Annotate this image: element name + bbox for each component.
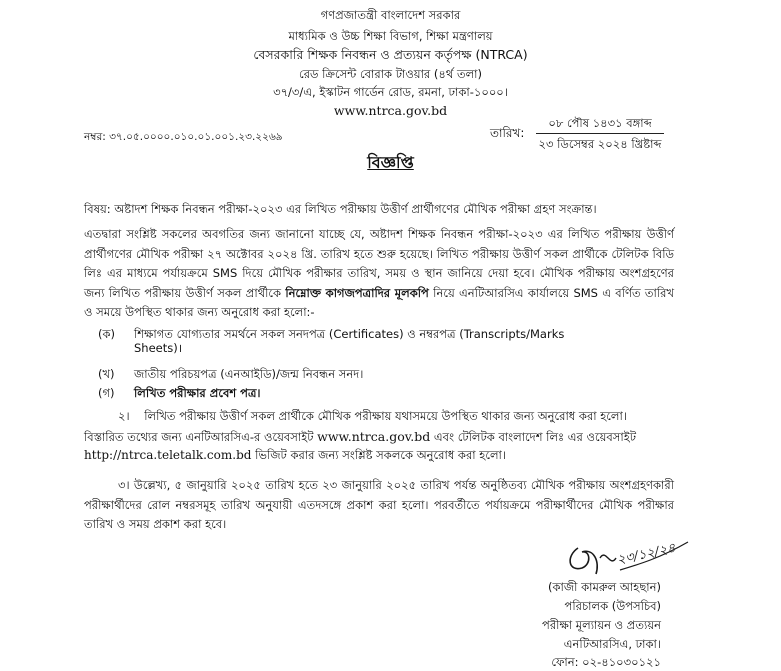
list-item-ga: (গ) লিখিত পরীক্ষার প্রবেশ পত্র। [98,386,261,400]
handwritten-signature [560,528,700,586]
date-label: তারিখ: [490,126,525,140]
list-item-ka: (ক) শিক্ষাগত যোগ্যতার সমর্থনে সকল সনদপত্র (Certificates) ও নম্বরপত্র (Transcripts/Marks Sheets)। [98,327,565,356]
ntrca-website-link[interactable]: www.ntrca.gov.bd [317,429,431,444]
svg-text:২৩/১২/২৪: ২৩/১২/২৪ [615,540,677,568]
teletalk-website-link[interactable]: http://ntrca.teletalk.com.bd [84,448,252,462]
date-box [536,116,664,152]
paragraph-2-line3: http://ntrca.teletalk.com.bd ভিজিট করার জন্য সংশ্লিষ্ট সকলকে অনুরোধ করা হলো। [84,448,506,462]
paragraph-2-line2: বিস্তারিত তথ্যের জন্য এনটিআরসিএ-র ওয়েবসাইট www.ntrca.gov.bd এবং টেলিটক বাংলাদেশ লিঃ এর ওয়েবসাইট [84,429,636,444]
header-building: রেড ক্রিসেন্ট বোরাক টাওয়ার (৪র্থ তলা) [299,67,482,81]
signatory-dept: পরীক্ষা মূল্যায়ন ও প্রত্যয়ন [542,618,661,632]
signatory-name: (কাজী কামরুল আহছান) [547,580,661,594]
header-govt: গণপ্রজাতন্ত্রী বাংলাদেশ সরকার [320,8,461,22]
paragraph-3: ৩। উল্লেখ্য, ৫ জানুয়ারি ২০২৫ তারিখ হতে ২৩ জানুয়ারি ২০২৫ তারিখ পর্যন্ত অনুষ্ঠিতব্য মৌখিক পরীক্ষায় অংশগ্রহণকারী পরীক্ষার্থীদের রোল নম্বরসমূহ তারিখ অনুযায়ী এতদসঙ্গে প্রকাশ করা হলো। পরবর্তীতে পর্যায়ক্রমে পরীক্ষার্থীদের মৌখিক পরীক্ষার তারিখ ও সময় প্রকাশ করা হবে। [84,478,674,532]
paragraph-2-line1: ২। লিখিত পরীক্ষায় উত্তীর্ণ সকল প্রার্থীকে মৌখিক পরীক্ষায় যথাসময়ে উপস্থিত থাকার জন্য অনুরোধ করা হলো। [118,409,627,423]
paragraph-1: এতদ্বারা সংশ্লিষ্ট সকলের অবগতির জন্য জানানো যাচ্ছে যে, অষ্টাদশ শিক্ষক নিবন্ধন পরীক্ষা-২০২৩ এর লিখিত পরীক্ষায় উত্তীর্ণ প্রার্থীগণের মৌখিক পরীক্ষা ২৭ অক্টোবর ২০২৪ খ্রি. তারিখ হতে শুরু হয়েছে। লিখিত পরীক্ষায় উত্তীর্ণ সকল প্রার্থীকে টেলিটক বিডি লিঃ এর মাধ্যমে পর্যায়ক্রমে SMS দিয়ে মৌখিক পরীক্ষার তারিখ, সময় ও স্থান জানিয়ে দেয়া হবে। মৌখিক পরীক্ষায় অংশগ্রহণের জন্য লিখিত পরীক্ষায় উত্তীর্ণ সকল প্রার্থীকে নিম্নোক্ত কাগজপত্রাদির মূলকপি নিয়ে এনটিআরসিএ কার্যালয়ে SMS এ বর্ণিত তারিখ ও সময়ে উপস্থিত থাকার জন্য অনুরোধ করা হলো:- [84,227,674,320]
list-item-kha: (খ) জাতীয় পরিচয়পত্র (এনআইডি)/জন্ম নিবন্ধন সনদ। [98,367,364,381]
signatory-designation: পরিচালক (উপসচিব) [564,599,661,613]
page-title: বিজ্ঞপ্তি [367,153,414,172]
header-address: ৩৭/৩/এ, ইস্কাটন গার্ডেন রোড, রমনা, ঢাকা-১০০০। [273,85,508,99]
memo-number: নম্বর: ৩৭.০৫.০০০০.০১০.০১.০০১.২৩.২২৬৯ [84,131,283,143]
header-ministry: মাধ্যমিক ও উচ্চ শিক্ষা বিভাগ, শিক্ষা মন্ত্রণালয় [288,29,493,43]
signatory-office: এনটিআরসিএ, ঢাকা। [563,637,661,651]
header-website: www.ntrca.gov.bd [333,103,448,118]
header-authority: বেসরকারি শিক্ষক নিবন্ধন ও প্রত্যয়ন কর্তৃপক্ষ (NTRCA) [253,47,528,62]
date-bangla: ০৮ পৌষ ১৪৩১ বঙ্গাব্দ [536,116,664,134]
subject-line: বিষয়: অষ্টাদশ শিক্ষক নিবন্ধন পরীক্ষা-২০২৩ এর লিখিত পরীক্ষায় উত্তীর্ণ প্রার্থীগণের মৌখিক পরীক্ষা গ্রহণ সংক্রান্ত। [84,202,597,216]
date-english: ২৩ ডিসেম্বর ২০২৪ খ্রিষ্টাব্দ [538,137,662,152]
signatory-phone: ফোন: ০২-৪১০৩০১২১ [551,655,661,669]
